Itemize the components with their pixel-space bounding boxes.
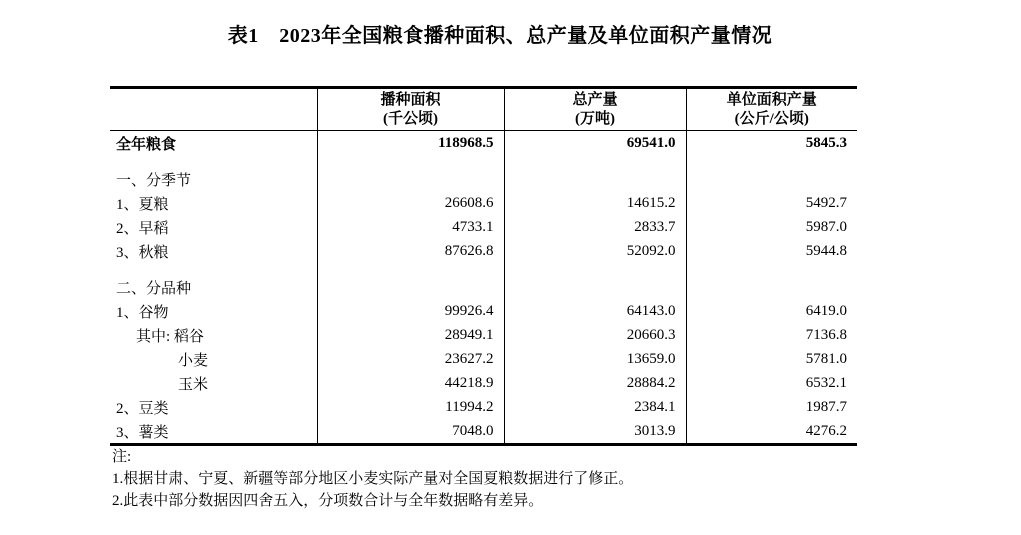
cell-empty (317, 155, 504, 167)
cell-total-output: 2384.1 (504, 395, 686, 419)
row-label: 玉米 (178, 376, 209, 393)
column-title: 单位面积产量 (726, 91, 817, 108)
row-label: 2、豆类 (116, 400, 169, 417)
column-title: 总产量 (572, 91, 618, 108)
table-header (110, 88, 857, 131)
cell-yield: 1987.7 (686, 395, 857, 419)
table-row-blank (110, 263, 857, 275)
cell-yield: 5944.8 (686, 239, 857, 263)
table-row-section-by-variety (110, 275, 857, 299)
footnotes (112, 446, 912, 512)
column-title: 播种面积 (380, 91, 441, 108)
cell-sown-area: 7048.0 (317, 419, 504, 445)
table-row-autumn-grain (110, 239, 857, 263)
cell-total-output: 14615.2 (504, 191, 686, 215)
cell-yield: 6419.0 (686, 299, 857, 323)
table-row-blank (110, 155, 857, 167)
section-label: 二、分品种 (116, 280, 192, 297)
column-unit: (千公顷) (383, 110, 438, 127)
table-row-annual-grain (110, 131, 857, 156)
cell-empty (686, 167, 857, 191)
footnote-heading: 注: (112, 449, 132, 465)
cell-empty (317, 275, 504, 299)
table-row-cereals (110, 299, 857, 323)
cell-empty (317, 167, 504, 191)
cell-sown-area: 28949.1 (317, 323, 504, 347)
row-label (110, 263, 317, 275)
cell-sown-area: 26608.6 (317, 191, 504, 215)
cell-empty (504, 167, 686, 191)
table-row-section-by-season (110, 167, 857, 191)
cell-empty (504, 263, 686, 275)
cell-total-output: 28884.2 (504, 371, 686, 395)
cell-total-output: 64143.0 (504, 299, 686, 323)
cell-total-output: 13659.0 (504, 347, 686, 371)
column-header-sown-area (317, 88, 504, 131)
table-row-corn (110, 371, 857, 395)
cell-sown-area: 118968.5 (317, 131, 504, 156)
row-label: 3、薯类 (116, 424, 169, 441)
cell-sown-area: 44218.9 (317, 371, 504, 395)
footnote-item: 1.根据甘肃、宁夏、新疆等部分地区小麦实际产量对全国夏粮数据进行了修正。 (112, 471, 634, 487)
cell-sown-area: 23627.2 (317, 347, 504, 371)
column-unit: (公斤/公顷) (734, 110, 809, 127)
cell-sown-area: 11994.2 (317, 395, 504, 419)
cell-empty (686, 155, 857, 167)
header-row (110, 88, 857, 131)
table-row-rice (110, 323, 857, 347)
row-label: 其中: 稻谷 (136, 328, 204, 345)
row-label: 2、早稻 (116, 220, 169, 237)
cell-empty (686, 263, 857, 275)
cell-empty (504, 155, 686, 167)
cell-yield: 5781.0 (686, 347, 857, 371)
cell-yield: 6532.1 (686, 371, 857, 395)
table-row-early-rice (110, 215, 857, 239)
cell-empty (504, 275, 686, 299)
table-row-tubers (110, 419, 857, 445)
row-label: 1、夏粮 (116, 196, 169, 213)
cell-total-output: 52092.0 (504, 239, 686, 263)
row-label (110, 155, 317, 167)
table-body (110, 131, 857, 445)
row-label: 1、谷物 (116, 304, 169, 321)
cell-total-output: 69541.0 (504, 131, 686, 156)
cell-yield: 5987.0 (686, 215, 857, 239)
cell-yield: 4276.2 (686, 419, 857, 445)
cell-yield: 7136.8 (686, 323, 857, 347)
cell-empty (686, 275, 857, 299)
cell-total-output: 20660.3 (504, 323, 686, 347)
column-header-empty (110, 88, 317, 131)
table-row-summer-grain (110, 191, 857, 215)
cell-total-output: 2833.7 (504, 215, 686, 239)
row-label: 全年粮食 (116, 136, 177, 153)
column-header-yield (686, 88, 857, 131)
column-unit: (万吨) (575, 110, 615, 127)
row-label: 3、秋粮 (116, 244, 169, 261)
cell-yield: 5492.7 (686, 191, 857, 215)
cell-sown-area: 99926.4 (317, 299, 504, 323)
table-row-wheat (110, 347, 857, 371)
page-title: 表1 2023年全国粮食播种面积、总产量及单位面积产量情况 (227, 25, 773, 47)
grain-statistics-table (110, 86, 857, 446)
cell-sown-area: 87626.8 (317, 239, 504, 263)
cell-empty (317, 263, 504, 275)
table-row-beans (110, 395, 857, 419)
section-label: 一、分季节 (116, 172, 192, 189)
cell-sown-area: 4733.1 (317, 215, 504, 239)
cell-yield: 5845.3 (686, 131, 857, 156)
footnote-item: 2.此表中部分数据因四舍五入，分项数合计与全年数据略有差异。 (112, 493, 544, 509)
row-label: 小麦 (178, 352, 209, 369)
column-header-total-output (504, 88, 686, 131)
cell-total-output: 3013.9 (504, 419, 686, 445)
